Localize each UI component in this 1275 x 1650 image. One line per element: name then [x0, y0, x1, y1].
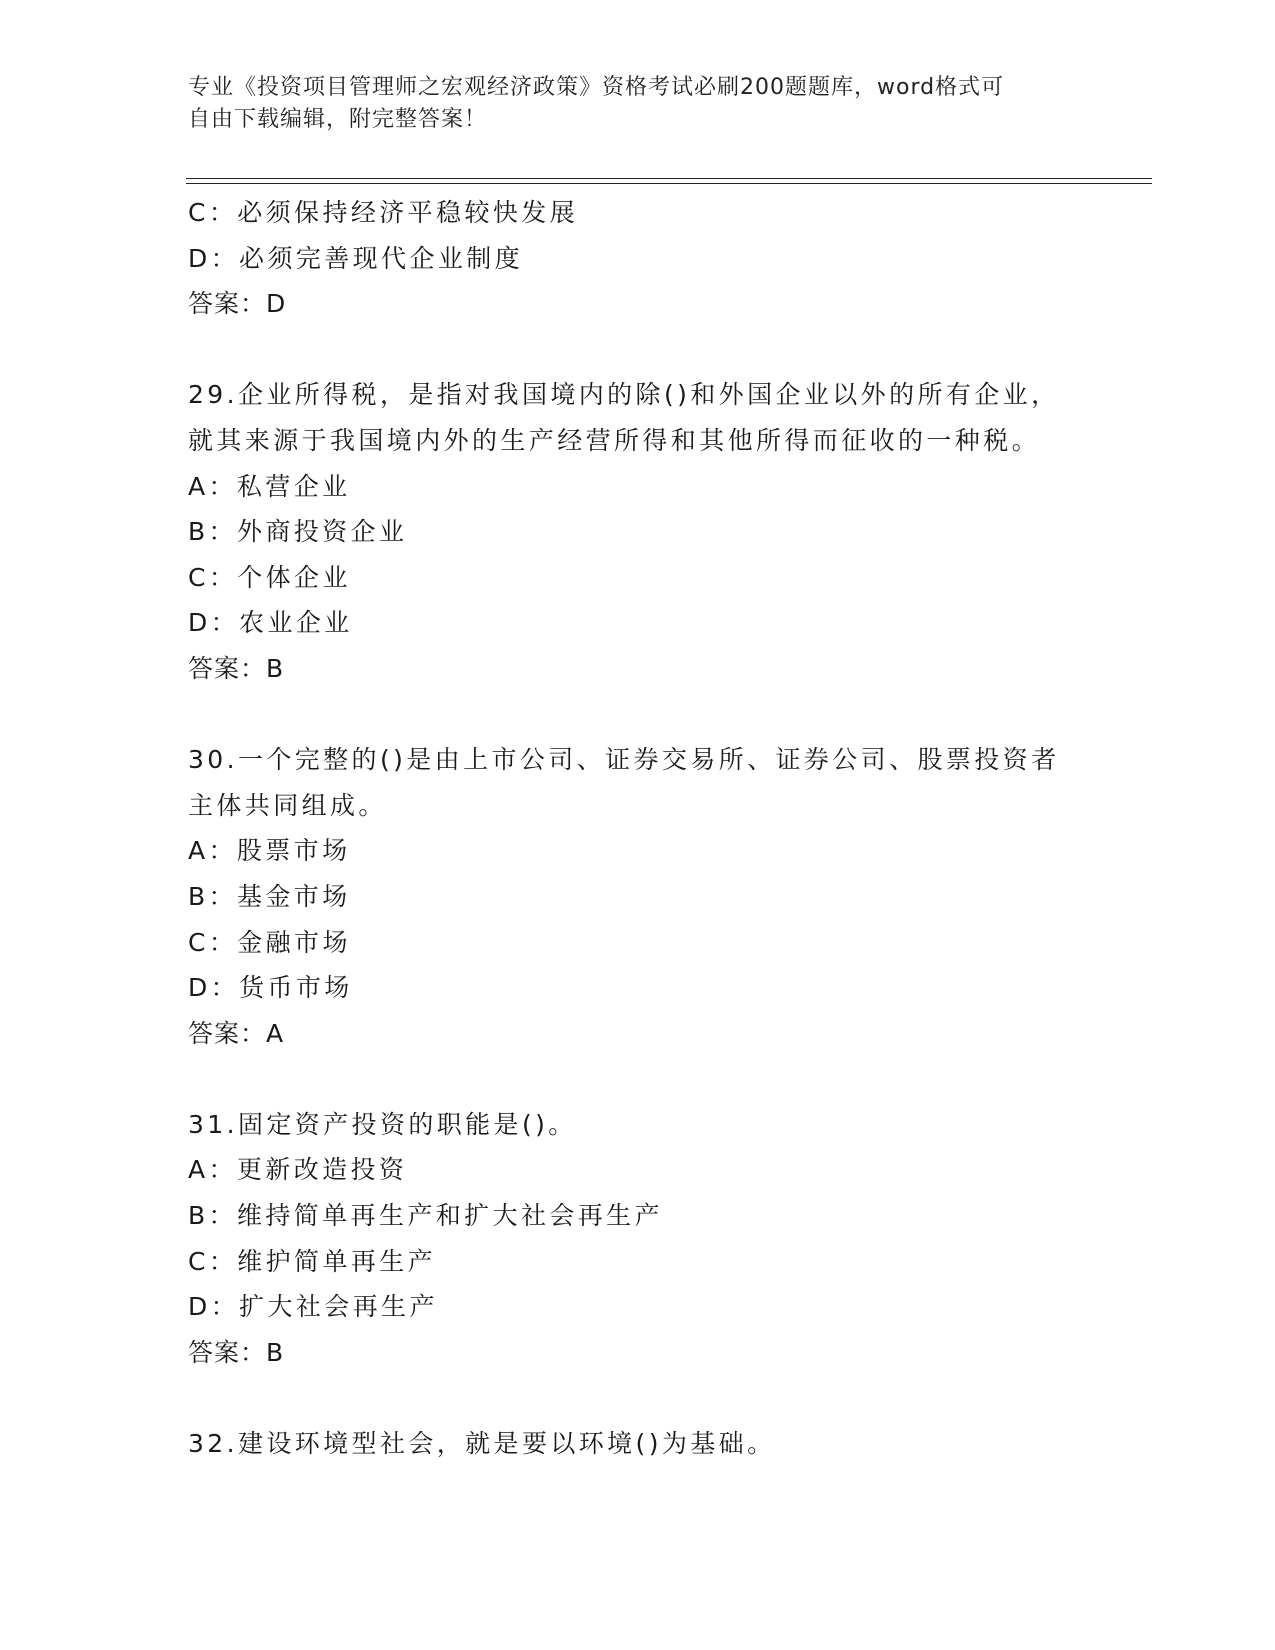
option-b: B：基金市场	[188, 881, 351, 911]
option-d: D：必须完善现代企业制度	[188, 243, 524, 273]
spacer	[188, 692, 1088, 738]
question-list	[188, 190, 1088, 1467]
header-line-2: 自由下载编辑，附完整答案！	[188, 107, 488, 132]
option-b: B：外商投资企业	[188, 517, 408, 547]
spacer	[188, 327, 1088, 373]
option-a: A：股票市场	[188, 836, 351, 866]
option-c: C：个体企业	[188, 562, 351, 592]
question-stem-line-2: 就其来源于我国境内外的生产经营所得和其他所得而征收的一种税。	[188, 425, 1041, 455]
question-32	[188, 1421, 1088, 1467]
option-c: C：必须保持经济平稳较快发展	[188, 198, 579, 227]
answer-label: 答案：B	[188, 653, 285, 683]
header-line-1: 专业《投资项目管理师之宏观经济政策》资格考试必刷200题题库，word格式可	[188, 75, 1005, 100]
answer-label: 答案：A	[188, 1018, 285, 1048]
question-stem-line-1: 30.一个完整的()是由上市公司、证券交易所、证券公司、股票投资者	[188, 745, 1060, 775]
document-header	[188, 72, 1068, 136]
option-a: A：更新改造投资	[188, 1155, 408, 1185]
question-stem-line-1: 32.建设环境型社会，就是要以环境()为基础。	[188, 1429, 776, 1459]
question-31	[188, 1102, 1088, 1376]
question-stem-line-1: 31.固定资产投资的职能是()。	[188, 1109, 577, 1139]
option-b: B：维持简单再生产和扩大社会再生产	[188, 1201, 663, 1231]
option-a: A：私营企业	[188, 471, 351, 501]
question-29	[188, 372, 1088, 691]
spacer	[188, 1056, 1088, 1102]
option-c: C：维护简单再生产	[188, 1246, 437, 1276]
answer-label: 答案：D	[188, 289, 287, 319]
question-30	[188, 737, 1088, 1056]
header-divider-top	[186, 178, 1152, 179]
option-c: C：金融市场	[188, 927, 351, 957]
question-stem-line-2: 主体共同组成。	[188, 790, 387, 820]
option-d: D：扩大社会再生产	[188, 1292, 438, 1322]
question-stem-line-1: 29.企业所得税，是指对我国境内的除()和外国企业以外的所有企业，	[188, 380, 1060, 410]
question-28	[188, 190, 1088, 327]
option-d: D：农业企业	[188, 608, 353, 638]
spacer	[188, 1375, 1088, 1421]
header-divider-bottom	[186, 183, 1152, 184]
answer-label: 答案：B	[188, 1337, 285, 1367]
option-d: D：货币市场	[188, 973, 353, 1003]
